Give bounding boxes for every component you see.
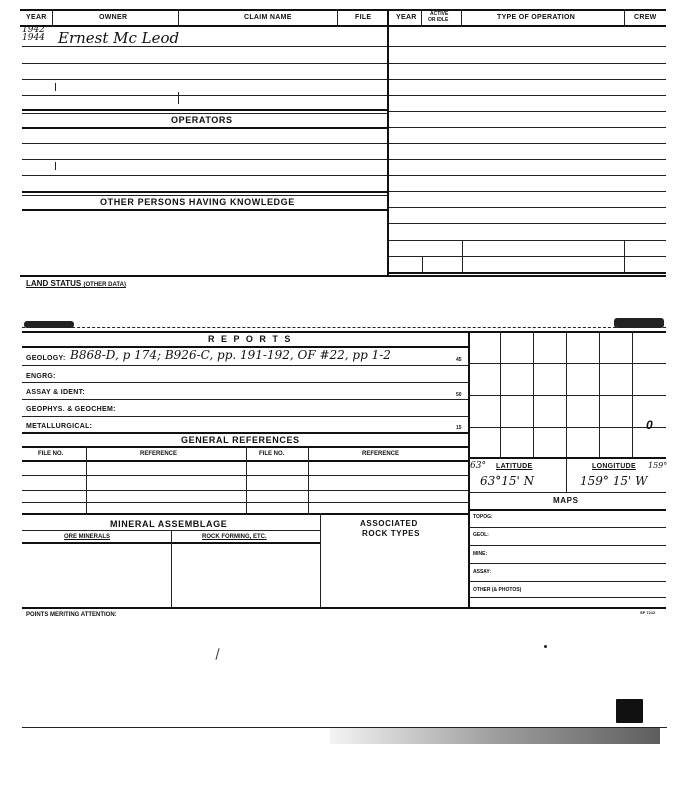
row-line bbox=[22, 46, 387, 47]
rock-forming-header: ROCK FORMING, ETC. bbox=[202, 534, 267, 540]
grid-mark: 0 bbox=[646, 418, 653, 432]
row-line bbox=[389, 159, 666, 160]
ore-minerals-header: ORE MINERALS bbox=[64, 534, 111, 540]
entry-owner: Ernest Mc Leod bbox=[58, 29, 180, 47]
mineral-assemblage-title: MINERAL ASSEMBLAGE bbox=[110, 519, 228, 529]
grid-line bbox=[468, 457, 666, 459]
row-line bbox=[468, 527, 666, 528]
row-line bbox=[22, 63, 387, 64]
col-divider bbox=[86, 446, 87, 514]
row-tick bbox=[624, 240, 625, 272]
maps-other: OTHER (& PHOTOS) bbox=[473, 587, 522, 593]
row-line bbox=[389, 143, 666, 144]
row-line bbox=[389, 175, 666, 176]
land-status-heading bbox=[26, 279, 126, 288]
engrg-label: ENGRG: bbox=[26, 373, 56, 380]
file-header: FILE bbox=[355, 14, 372, 21]
maps-assay: ASSAY: bbox=[473, 569, 492, 575]
section-line bbox=[20, 275, 666, 277]
entry-year-2: 1944 bbox=[22, 33, 45, 43]
general-references-title: GENERAL REFERENCES bbox=[181, 435, 300, 445]
col-divider bbox=[52, 9, 53, 25]
section-line bbox=[22, 195, 387, 196]
row-line bbox=[389, 272, 666, 274]
center-divider bbox=[387, 9, 389, 275]
ref-file-no-1: FILE NO. bbox=[38, 451, 64, 457]
entry-year-1: 1942 bbox=[22, 25, 45, 35]
operators-title: OPERATORS bbox=[171, 115, 233, 125]
grid-line bbox=[468, 492, 666, 493]
col-divider bbox=[171, 530, 172, 607]
ref-reference-1: REFERENCE bbox=[140, 451, 178, 457]
row-line bbox=[389, 79, 666, 80]
year-header: YEAR bbox=[26, 14, 47, 21]
row-tick bbox=[462, 240, 463, 272]
section-line bbox=[22, 460, 468, 462]
ref-file-no-2: FILE NO. bbox=[259, 451, 285, 457]
row-line bbox=[389, 111, 666, 112]
ref-reference-2: REFERENCE bbox=[362, 451, 400, 457]
grid-line bbox=[468, 427, 666, 428]
section-line bbox=[22, 446, 468, 448]
row-line bbox=[22, 143, 387, 144]
row-line bbox=[22, 79, 387, 80]
longitude-value: 159° 15' W bbox=[580, 474, 648, 488]
row-line bbox=[468, 597, 666, 598]
row-line bbox=[389, 46, 666, 47]
maps-title: MAPS bbox=[553, 496, 579, 505]
col-divider bbox=[178, 9, 179, 25]
grid-line bbox=[468, 395, 666, 396]
col-divider bbox=[246, 446, 247, 514]
maps-topog: TOPOG: bbox=[473, 514, 493, 520]
section-line bbox=[22, 331, 666, 333]
row-line bbox=[468, 581, 666, 582]
header-underline bbox=[20, 25, 666, 27]
form-number: SP 7212 bbox=[640, 610, 656, 615]
section-line bbox=[22, 432, 468, 434]
col-divider bbox=[320, 513, 321, 607]
latitude-label: LATITUDE bbox=[496, 463, 533, 470]
longitude-label: LONGITUDE bbox=[592, 463, 636, 470]
row-line bbox=[389, 191, 666, 192]
section-line bbox=[22, 513, 468, 515]
lat-prefix: 63° bbox=[470, 461, 486, 471]
scan-noise bbox=[330, 728, 660, 744]
row-tick bbox=[55, 162, 56, 170]
latitude-value: 63°15' N bbox=[480, 474, 535, 488]
row-line bbox=[22, 475, 468, 476]
section-line bbox=[22, 127, 387, 129]
row-line bbox=[22, 502, 468, 503]
row-line bbox=[22, 159, 387, 160]
section-line bbox=[22, 607, 666, 609]
grid-line bbox=[468, 363, 666, 364]
section-line bbox=[22, 209, 387, 211]
active-header: ACTIVE bbox=[430, 11, 449, 17]
col-divider bbox=[337, 9, 338, 25]
stray-mark bbox=[215, 648, 219, 660]
metallurgical-label: METALLURGICAL: bbox=[26, 423, 93, 430]
section-line bbox=[468, 509, 666, 511]
col-divider bbox=[421, 9, 422, 25]
col-divider bbox=[308, 446, 309, 514]
assay-code: 50 bbox=[456, 392, 462, 398]
section-line bbox=[22, 109, 387, 111]
top-border bbox=[20, 9, 666, 11]
geophys-label: GEOPHYS. & GEOCHEM: bbox=[26, 406, 116, 413]
metallurgical-code: 15 bbox=[456, 425, 462, 431]
stray-dot bbox=[544, 645, 547, 648]
row-line bbox=[22, 490, 468, 491]
row-line bbox=[22, 416, 468, 417]
assay-label: ASSAY & IDENT: bbox=[26, 389, 86, 396]
lon-suffix: 159° bbox=[648, 461, 668, 470]
col-divider bbox=[461, 9, 462, 25]
land-status-sublabel: (OTHER DATA) bbox=[83, 282, 126, 288]
row-line bbox=[22, 365, 468, 366]
row-line bbox=[22, 175, 387, 176]
points-meriting-attention-label: POINTS MERITING ATTENTION: bbox=[26, 612, 117, 618]
geology-label: GEOLOGY: bbox=[26, 355, 66, 362]
row-tick bbox=[422, 256, 423, 272]
row-line bbox=[389, 95, 666, 96]
associated-label: ASSOCIATED bbox=[360, 519, 418, 528]
claim-name-header: CLAIM NAME bbox=[244, 14, 292, 21]
section-line bbox=[22, 113, 387, 114]
row-line bbox=[468, 563, 666, 564]
type-of-operation-header: TYPE OF OPERATION bbox=[497, 14, 576, 21]
scan-smudge bbox=[616, 699, 643, 723]
maps-mine: MINE: bbox=[473, 551, 488, 557]
maps-geol: GEOL: bbox=[473, 532, 489, 538]
section-line bbox=[22, 327, 666, 328]
row-tick bbox=[178, 92, 179, 104]
row-line bbox=[389, 63, 666, 64]
geology-code: 45 bbox=[456, 357, 462, 363]
owner-header: OWNER bbox=[99, 14, 128, 21]
rock-types-label: ROCK TYPES bbox=[362, 529, 421, 538]
row-line bbox=[22, 399, 468, 400]
land-status-label: LAND STATUS bbox=[26, 279, 82, 288]
col-divider bbox=[624, 9, 625, 25]
row-tick bbox=[55, 83, 56, 91]
reports-title: R E P O R T S bbox=[208, 334, 293, 344]
scan-smudge bbox=[614, 318, 664, 328]
row-line bbox=[389, 223, 666, 224]
row-line bbox=[389, 127, 666, 128]
section-line bbox=[22, 191, 387, 193]
idle-header: OR IDLE bbox=[428, 17, 449, 23]
row-line bbox=[22, 382, 468, 383]
other-persons-title: OTHER PERSONS HAVING KNOWLEDGE bbox=[100, 197, 295, 207]
crew-header: CREW bbox=[634, 14, 657, 21]
row-line bbox=[22, 95, 387, 96]
row-line bbox=[468, 545, 666, 546]
grid-line bbox=[566, 458, 567, 493]
geology-value: B868-D, p 174; B926-C, pp. 191-192, OF #22, pp 1-2 bbox=[70, 348, 391, 362]
row-line bbox=[389, 207, 666, 208]
ops-year-header: YEAR bbox=[396, 14, 417, 21]
